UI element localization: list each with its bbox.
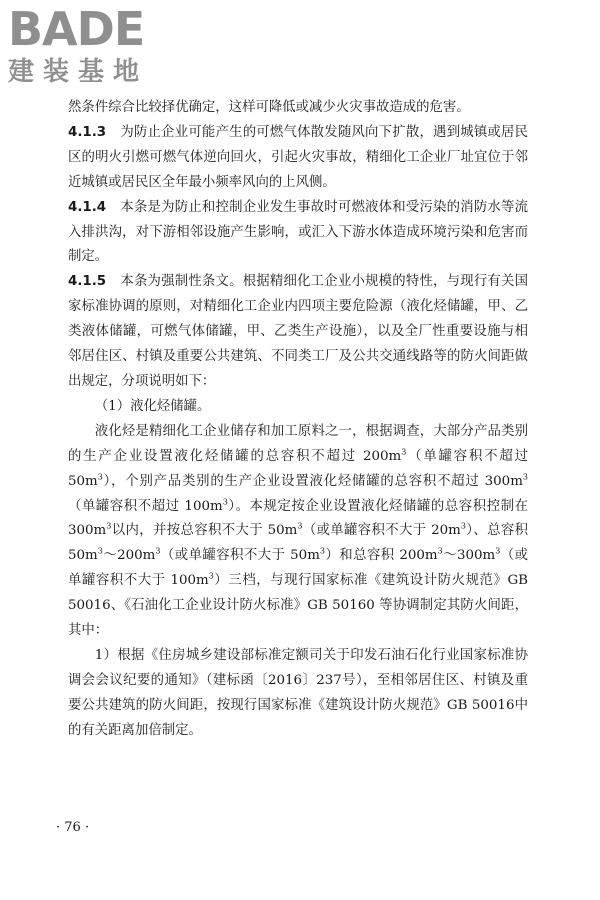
sub-item-1: 1）根据《住房城乡建设部标准定额司关于印发石油石化行业国家标准协调会会议纪要的通知》（建标函〔2016〕237号），至相邻居住区、村镇及重要公共建筑的防火间距，按现行国家标准《建筑设计防火规范》GB 50016中的有关距离加倍制定。 bbox=[68, 647, 528, 738]
text-run: ），个别产品类别的生产企业设置液化烃储罐的总容积不超过 300m bbox=[102, 473, 523, 489]
text-run: （或单罐容积不大于 50m bbox=[160, 548, 320, 564]
clause-text: 为防止企业可能产生的可燃气体散发随风向下扩散，遇到城镇或居民区的明火引燃可燃气体逆向回火，引起火灾事故，精细化工企业厂址宜位于邻近城镇或居民区全年最小频率风向的上风侧。 bbox=[68, 124, 528, 190]
text-run: ）、总容积 50m bbox=[68, 523, 528, 564]
lpg-paragraph bbox=[68, 420, 528, 644]
text-run: ～200m bbox=[102, 548, 156, 564]
clause-4-1-3 bbox=[68, 121, 528, 196]
superscript: 3 bbox=[97, 472, 103, 482]
superscript: 3 bbox=[97, 546, 103, 556]
document-body bbox=[68, 96, 528, 744]
superscript: 3 bbox=[297, 521, 303, 531]
text-run: ～300m bbox=[442, 548, 496, 564]
superscript: 3 bbox=[155, 546, 161, 556]
superscript: 3 bbox=[208, 571, 214, 581]
text-run: （或单罐容积不大于 20m bbox=[302, 523, 461, 539]
text-run: ）三档，与现行国家标准《建筑设计防火规范》GB 50016、《石油化工企业设计防火标准》GB 50160 等协调制定其防火间距，其中： bbox=[68, 573, 528, 639]
superscript: 3 bbox=[522, 472, 528, 482]
text-run: 200m bbox=[363, 448, 402, 464]
superscript: 3 bbox=[319, 546, 325, 556]
superscript: 3 bbox=[495, 546, 501, 556]
logo-wordmark: BADE bbox=[8, 2, 145, 56]
superscript: 3 bbox=[106, 521, 112, 531]
text-run: ）和总容积 200m bbox=[325, 548, 438, 564]
clause-number: 4.1.3 bbox=[68, 124, 107, 140]
clause-4-1-4 bbox=[68, 196, 528, 271]
clause-number: 4.1.5 bbox=[68, 274, 107, 290]
text-run: 以内，并按总容积不大于 50m bbox=[111, 523, 298, 539]
item-lpg-tank-heading: （1）液化烃储罐。 bbox=[94, 398, 211, 414]
lpg-intro: 液化烃是精细化工企业储存和加工原料之一，根据调查，大部分产品类别的生产企业设置液化烃储罐的总容积不超过 bbox=[68, 423, 528, 464]
clause-number: 4.1.4 bbox=[68, 199, 107, 215]
clause-text: 本条为强制性条文。根据精细化工企业小规模的特性，与现行有关国家标准协调的原则，对精细化工企业内四项主要危险源（液化烃储罐，甲、乙类液体储罐，可燃气体储罐，甲、乙类生产设施），以及全厂性重要设施与相邻居住区、村镇及重要公共建筑、不同类工厂及公共交通线路等的防火间距做出规定，分项说明如下： bbox=[68, 274, 528, 389]
logo-subtitle: 建装基地 bbox=[8, 57, 149, 87]
superscript: 3 bbox=[401, 447, 407, 457]
text-run: ）。本规定按企业设置液化烃储罐的总容积控制在 300m bbox=[68, 498, 528, 539]
text-run: （单罐容积不超过 100m bbox=[68, 498, 223, 514]
page-number: · 76 · bbox=[56, 820, 90, 835]
paragraph-continuation: 然条件综合比较择优确定，这样可降低或减少火灾事故造成的危害。 bbox=[68, 100, 470, 115]
clause-4-1-5 bbox=[68, 270, 528, 395]
superscript: 3 bbox=[222, 497, 228, 507]
bade-logo bbox=[8, 4, 180, 88]
text-run: （或单罐容积不大于 100m bbox=[68, 548, 529, 589]
superscript: 3 bbox=[437, 546, 443, 556]
superscript: 3 bbox=[460, 521, 466, 531]
text-run: （单罐容积不超过 50m bbox=[68, 448, 529, 489]
clause-text: 本条是为防止和控制企业发生事故时可燃液体和受污染的消防水等流入排洪沟，对下游相邻设施产生影响，或汇入下游水体造成环境污染和危害而制定。 bbox=[68, 199, 528, 265]
